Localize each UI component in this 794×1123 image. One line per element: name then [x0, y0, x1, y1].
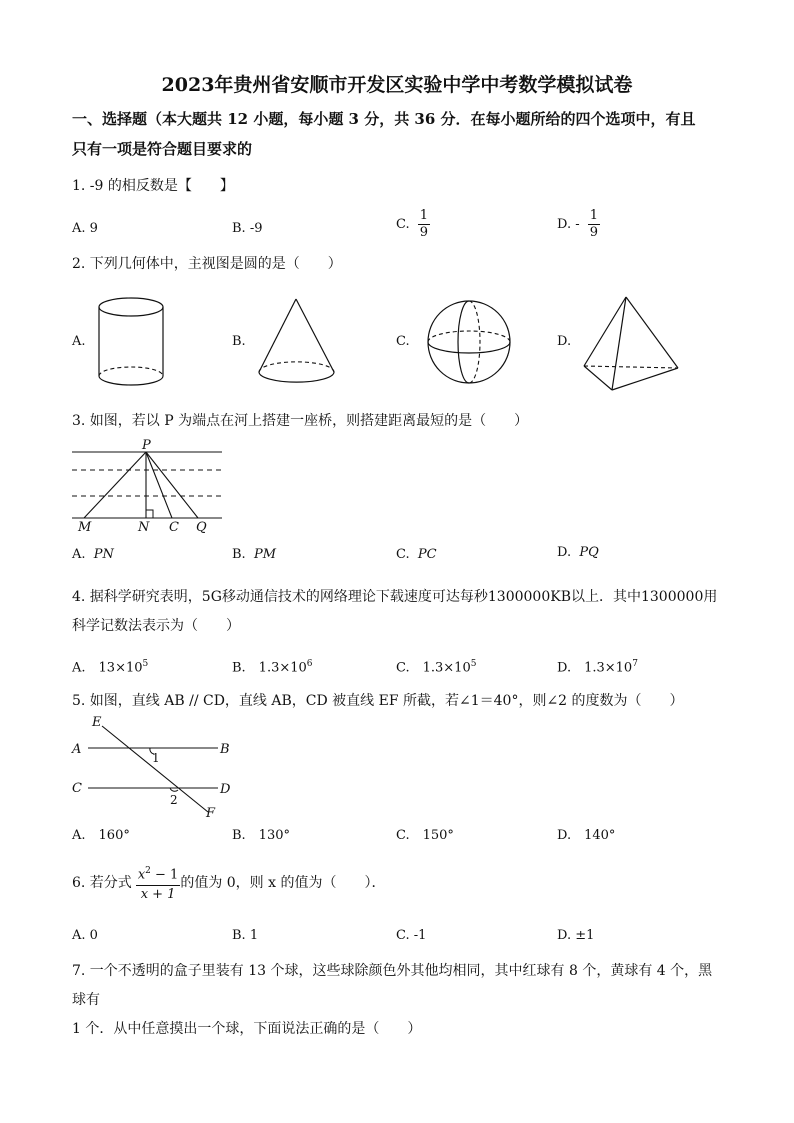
label-d: D: [220, 782, 231, 797]
q6-stem: [72, 862, 385, 904]
parallel-lines-figure: [70, 712, 240, 822]
label-b: B: [220, 742, 230, 757]
q1-option-c-numerator: 1: [419, 208, 429, 223]
q6-option-a: A. 0: [72, 928, 98, 943]
q3-option-a-prefix: A.: [72, 547, 86, 562]
q2-option-c: C.: [396, 334, 410, 349]
angle-1-label: 1: [152, 751, 160, 765]
q6-option-b: B. 1: [232, 928, 259, 943]
q4-option-a-base: A. 13×10: [72, 660, 143, 676]
q1-stem: 1. -9 的相反数是【 】: [72, 178, 234, 194]
q1-option-d-fraction: [588, 208, 600, 241]
q1-option-a: A. 9: [72, 221, 98, 236]
label-p: P: [142, 438, 151, 453]
q1-option-c-fraction: [418, 208, 430, 241]
q5-option-c: C. 150°: [396, 828, 454, 843]
q3-option-b-prefix: B.: [232, 547, 246, 562]
q6-prefix: 6. 若分式: [72, 875, 132, 891]
q1-option-d: [557, 208, 600, 241]
q5-option-b: B. 130°: [232, 828, 290, 843]
q2-stem: 2. 下列几何体中，主视图是圆的是（ ）: [72, 256, 342, 272]
label-c: C: [72, 781, 82, 796]
section-heading-line2: 只有一项是符合题目要求的: [72, 140, 253, 158]
q5-stem: 5. 如图，直线 AB // CD，直线 AB，CD 被直线 EF 所截，若∠1＝40°，则∠2 的度数为（ ）: [72, 693, 684, 709]
q3-option-c: [396, 546, 437, 564]
q6-denominator: x + 1: [140, 886, 176, 902]
q3-option-c-prefix: C.: [396, 547, 410, 562]
q6-option-c: C. -1: [396, 928, 427, 943]
q7-stem: [72, 957, 724, 1044]
sphere-figure: [426, 298, 512, 386]
q1-option-c: [396, 208, 430, 241]
q4-option-c-base: C. 1.3×10: [396, 660, 471, 676]
q6-numerator-base: x: [137, 867, 146, 883]
q3-option-b: [232, 546, 276, 564]
q4-option-c-exponent: 5: [470, 659, 477, 669]
label-a: A: [72, 742, 82, 757]
q6-numerator: [136, 862, 181, 885]
label-e: E: [92, 715, 102, 730]
q4-option-d-exponent: 7: [632, 659, 638, 669]
q4-option-b-base: B. 1.3×10: [232, 660, 307, 676]
section-heading-line1: 一、选择题（本大题共 12 小题，每小题 3 分，共 36 分．在每小题所给的四个选项中，有且: [72, 110, 696, 128]
q2-option-a: A.: [72, 334, 86, 349]
q3-option-a: [72, 546, 114, 564]
q1-option-c-prefix: C.: [396, 217, 410, 232]
q4-line1: 4. 据科学研究表明，5G移动通信技术的网络理论下载速度可达每秒1300000KB以上．其中1300000用: [72, 589, 718, 605]
q1-option-b: B. -9: [232, 221, 263, 236]
q4-option-d: [557, 655, 638, 677]
q6-numerator-exponent: 2: [145, 866, 151, 877]
q4-option-b-exponent: 6: [306, 659, 313, 669]
q3-stem: 3. 如图，若以 P 为端点在河上搭建一座桥，则搭建距离最短的是（ ）: [72, 413, 529, 429]
q3-option-d-prefix: D.: [557, 545, 572, 560]
page-title: 2023年贵州省安顺市开发区实验中学中考数学模拟试卷: [161, 74, 633, 96]
q1-option-d-numerator: 1: [589, 208, 599, 223]
q3-option-c-value: PC: [417, 547, 437, 562]
label-q: Q: [196, 520, 207, 535]
angle-2-label: 2: [170, 793, 178, 807]
bridge-river-figure: [70, 438, 226, 536]
q2-option-b: B.: [232, 334, 246, 349]
label-m: M: [78, 520, 92, 535]
q7-line2: 1 个．从中任意摸出一个球，下面说法正确的是（ ）: [72, 1021, 422, 1037]
q4-stem: [72, 583, 724, 641]
q3-option-a-value: PN: [93, 547, 114, 562]
q6-suffix: 的值为 0，则 x 的值为（ ）．: [180, 875, 386, 891]
q5-option-d: D. 140°: [557, 828, 616, 843]
q1-option-d-denominator: 9: [589, 225, 599, 240]
q6-numerator-rest: − 1: [150, 867, 179, 883]
cone-figure: [256, 296, 338, 388]
q5-option-a: A. 160°: [72, 828, 130, 843]
cylinder-figure: [96, 296, 166, 388]
label-n: N: [138, 520, 150, 535]
q3-option-b-value: PM: [253, 547, 277, 562]
q3-option-d: [557, 544, 599, 562]
q1-option-d-prefix: D. -: [557, 217, 580, 232]
q2-option-d: D.: [557, 334, 572, 349]
q3-option-d-value: PQ: [579, 545, 599, 560]
q6-option-d: D. ±1: [557, 928, 595, 943]
q4-option-d-base: D. 1.3×10: [557, 660, 633, 676]
q6-fraction: [136, 862, 181, 903]
q4-option-b: [232, 655, 313, 677]
q4-line2: 科学记数法表示为（ ）: [72, 618, 240, 634]
q4-option-a: [72, 655, 148, 677]
label-f: F: [206, 806, 216, 821]
q4-option-c: [396, 655, 476, 677]
q7-line1: 7. 一个不透明的盒子里装有 13 个球，这些球除颜色外其他均相同，其中红球有 8 个，黄球有 4 个，黑球有: [72, 963, 713, 1008]
label-c: C: [169, 520, 179, 535]
q1-option-c-denominator: 9: [419, 225, 429, 240]
q4-option-a-exponent: 5: [142, 659, 149, 669]
pyramid-figure: [580, 294, 684, 392]
